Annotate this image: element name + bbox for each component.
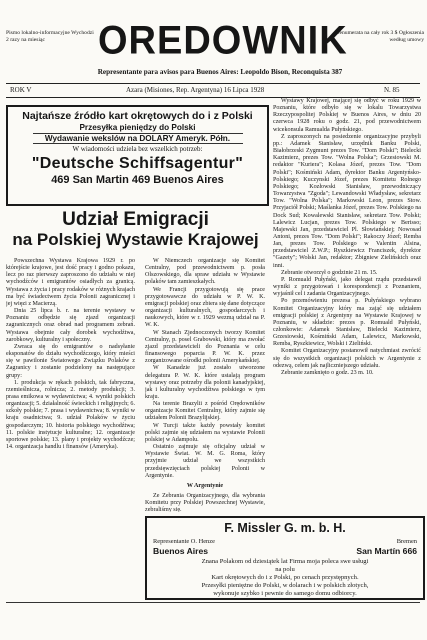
missler-line: na polu (275, 566, 295, 573)
ad-top-line4: W wiadomości udziela bez wszelkich potrzeb: (72, 145, 203, 153)
col2-paragraph: Na terenie Brazylii z pośród Orędowników organizacje Komitet Centralny, który zajmie się udziałem Polonii Brazylijskiej. (145, 401, 265, 422)
article-column-3 (273, 98, 421, 512)
missler-rep: Representante O. Henze (153, 538, 215, 545)
main-headline (6, 210, 265, 250)
missler-ad-rep-row (153, 538, 417, 545)
col2-paragraph: Ze Zebrania Organizacyjnego, dla wybrania Komitetu przy Polskiej Powszechnej Wystawie, zebraliśmy się. (145, 493, 265, 512)
issue-place-date: Azara (Misiones, Rep. Argentyna) 16 Lipca 1928 (126, 86, 265, 94)
col1-list: 1. produkcja w rękach polskich, tak fabryczna, rzemieślnicza, rolnicza; 2. metody produkcji; 3. prasa emikowa w wydawnictwa; 4. wyniki polskich organizacji; 5. działalność świeckich i religijnych; 6. szkoły polskie; 7. prasa i wydawnictwa; 8. wyniki w kraju osadnictwa; 9. udział Polaków w życiu gospodarczym; 10. historia polskiego wychodźtwa; 11. polskie instytucje kulturalne; 12. organizacje sportowe polskie; 13. plany i projekty wychodźcze; 14. organizacja handlu i finansów (Ameryka). (6, 379, 135, 451)
missler-ad-body (153, 558, 417, 598)
issue-year: ROK V (10, 86, 32, 94)
issue-number: N. 85 (384, 86, 400, 94)
col2-paragraph: W Turcji także każdy powstały komitet polski zajmie się udziałem na wystawie Polonii polskiej w Adampolu. (145, 422, 265, 443)
missler-line: Znana Polakom od dziesiątek lat Firma moja poleca swe usługi (201, 558, 369, 565)
issue-info-bar (6, 83, 420, 98)
missler-line: Przesyłki pieniężne do Polski, w dolarach i w polskich złotych, (201, 582, 369, 589)
col2-paragraph: Ostatnio zajmuje się oficjalny udział w Wystawie Świat. W. M. G. Roma, który przyjmie udział we wszystkich przedsięwzięciach polskiej Polonii w Argentynie. (145, 444, 265, 479)
masthead-representative: Representante para avisos para Buenos Aires: Leopoldo Bison, Reconquista 387 (97, 68, 343, 76)
bottom-divider (6, 602, 420, 603)
ad-top-line1: Najtańsze źródło kart okrętowych do i z Polski (22, 110, 253, 122)
newspaper-title: OREDOWNIK (98, 18, 348, 64)
col3-paragraph: Z zaproszonych na posiedzenie organizacyjne przybyli pp.: Adamek Stanisław, urzędnik Banku Polski, Białobrzeski Zygmunt prezes Tow. "Dom Polski"; Bielecki Kazimierz, prezes Tow. "Wolna Polska"; Grzesiowski M. redaktor "Kuriera"; Kolasa Józef, prezes Tow. "Dom Polski"; Kośmiński Adam, dyrektor Banku Argentyńsko-Polskiego; Kuczynski Józef, prezes Komitetu Rolnego Polskiego; Kozłowski Stanisław, przewodniczący Towarzystwa "Zgoda"; Lewandowski Władysław, sekretarz Tow. "Wolna Polska"; Markowski Leon, prezes Stow. Przyjaciół Polski; Maślanka Józef, prezes Tow. Polskiego na Dock Sud; Kowalewski Stanisław, sekretarz Tow. Polski; Lalewicz Lucjan, prezes Tow. Polskiego w Berisso; Majewski Jan, przedstawiciel Pl. Słowiańskiej; Nowosad Antoni, prezes Tow. "Dom Polski"; Rakoczy Józef; Remba Jan, prezes Tow. Polskiego w Valentin Alsina, przedstawiciel Z.W.P.; Ryszkiewicz Franciszek, dyrektor "Gazety"; Wolski Jan, redaktor; Zbigniew Zielińskich oraz inni. (273, 133, 421, 269)
masthead-right-note: Prenumerata na cały rok 3 $ Ogłoszenia według umowy (334, 30, 424, 43)
col2-subheading: W Argentynie (186, 482, 224, 489)
col3-paragraph: Zebranie zamknięto o godz. 23 m. 10. (281, 369, 374, 376)
col2-paragraph: W Niemczech organizacje się Komitet Centralny, pod przewodnictwem p. posła Olszowskiego, dla spraw udziału w Wystawie polaków tam zamieszkałych. (145, 258, 265, 286)
col2-paragraph: We Francji przygotowują się prace przygotowawcze do udziału w P. W. K. emigracji polskiej oraz zbiera się dane dotyczące organizacji kulturalnych, gospodarczych i naukowych, które w r. 1929 wezmą udział na P. W. K. (145, 286, 265, 329)
missler-ad-address-row (153, 546, 417, 556)
ad-top-line5: "Deutsche Schiffsagentur" (31, 155, 244, 172)
headline-line1: Udział Emigracji (62, 209, 209, 230)
shipping-agency-ad (6, 105, 269, 206)
col3-paragraph: P. Romuald Pułyński, jako delegat rządu przedstawił wyniki z przygotowań i korespondencji z Poznaniem, wyjaśnił cel i zadania Organizacyjnego. (273, 276, 421, 298)
col2-paragraph: W Stanach Zjednoczonych tworzy Komitet Centralny, p. posel Grabowski, który ma zwołać zjazd przedstawicieli do Poznania w celu finansowego poparcia P. W. K. przez zorganizowane ośrodki polonii Amerykańskiej. (145, 329, 265, 365)
missler-ad-title: F. Missler G. m. b. H. (224, 521, 346, 535)
col1-paragraph: Dnia 25 lipca b. r. na terenie wystawy w Poznaniu odbędzie się zjazd organizacji zagranicznych oraz obrad nad programem zebrań. Wystawa obejmie cały dorobek wychodźtwa, zarobkowy, kulturalny i społeczny. (6, 308, 135, 343)
col1-paragraph: Zwraca się do emigrantów o nadsyłanie eksponatów do działu wychodźczego, który mieści się w pawilonie Światowego Związku Polaków z Zagranicy i zostanie podzielony na następujące grupy: (6, 343, 135, 379)
col3-paragraph: Wystawy Krajowej, mającej się odbyć w roku 1929 w Poznaniu, które odbyło się w lokalu Towarzystwa Rzeczypospolitej Polskiej w Buenos Aires, w dniu 20 czerwca 1928 roku o godz. 21, pod przewodnictwem wicekonsula Ramualda Pułyńskiego. (273, 98, 421, 133)
headline-line2: na Polskiej Wystawie Krajowej (12, 230, 259, 249)
col1-paragraph: Powszechna Wystawa Krajowa 1929 r. po którejście krajowe, jest dość pracy i godno pokazu, lecz po raz pierwszy zaproszono do udziału w niej wychodźców i emigrantów osiadłych za granicą. Wystawa z życia i pracy rodaków w różnych krajach ma być świadectwem życia Polonii zagranicznej i jej więzi z Macierzą. (6, 258, 135, 307)
col3-paragraph: Zebranie otworzył o godzinie 21 m. 15. (281, 269, 378, 276)
article-column-2 (145, 258, 265, 512)
article-column-1 (6, 258, 135, 596)
col3-paragraph: Komitet Organizacyjny postanowił natychmiast zwrócić się do wszystkich organizacji polskich w Argentynie z odezwą, celem jak najliczniejszego udziału. (273, 348, 421, 369)
missler-line: Kart okrętowych do i z Polski, po cenach przystępnych. (211, 574, 359, 581)
missler-rep-city: Bremen (396, 538, 417, 545)
ad-top-line2: Przesyłka pieniędzy do Polski (79, 123, 196, 132)
masthead-left-note: Pismo lokalno-informacyjne Wychodzi 2 razy na miesiąc (6, 30, 94, 43)
ad-top-line3: Wydawanie wekslów na DOLARY Ameryk. Półn. (33, 133, 243, 144)
missler-ad (145, 516, 425, 600)
col3-paragraph: Po przemówieniu prezesa p. Pułyńskiego wybrano Komitet Organizacyjny który ma zająć się udziałem emigracji polskiej z Argentyny na Wystawie Krajowej w Poznaniu, w składzie: prezes p. Romuald Pułyński, członkowie: Adamek Stanisław, Bielecki Kazimierz, Grzesiowski, Kośmiński Adam, Lalewicz, Markowski, Remba, Ryszkiewicz, Wolski i Zieliński. (273, 298, 421, 348)
missler-city: Buenos Aires (153, 546, 209, 556)
ad-top-line6: 469 San Martin 469 Buenos Aires (51, 174, 224, 186)
missler-address: San Martín 666 (356, 546, 417, 556)
missler-line: wykonuje szybko i pewnie do samego domu odbiorcy. (213, 590, 357, 597)
col2-paragraph: W Kanadzie już zostało utworzone delegatura P. W. K. które ustalają program wystawy oraz potrzeby dla polonii kanadyjskiej, jak i kulturalny wychodźtwa polskiego w tym kraju. (145, 365, 265, 400)
